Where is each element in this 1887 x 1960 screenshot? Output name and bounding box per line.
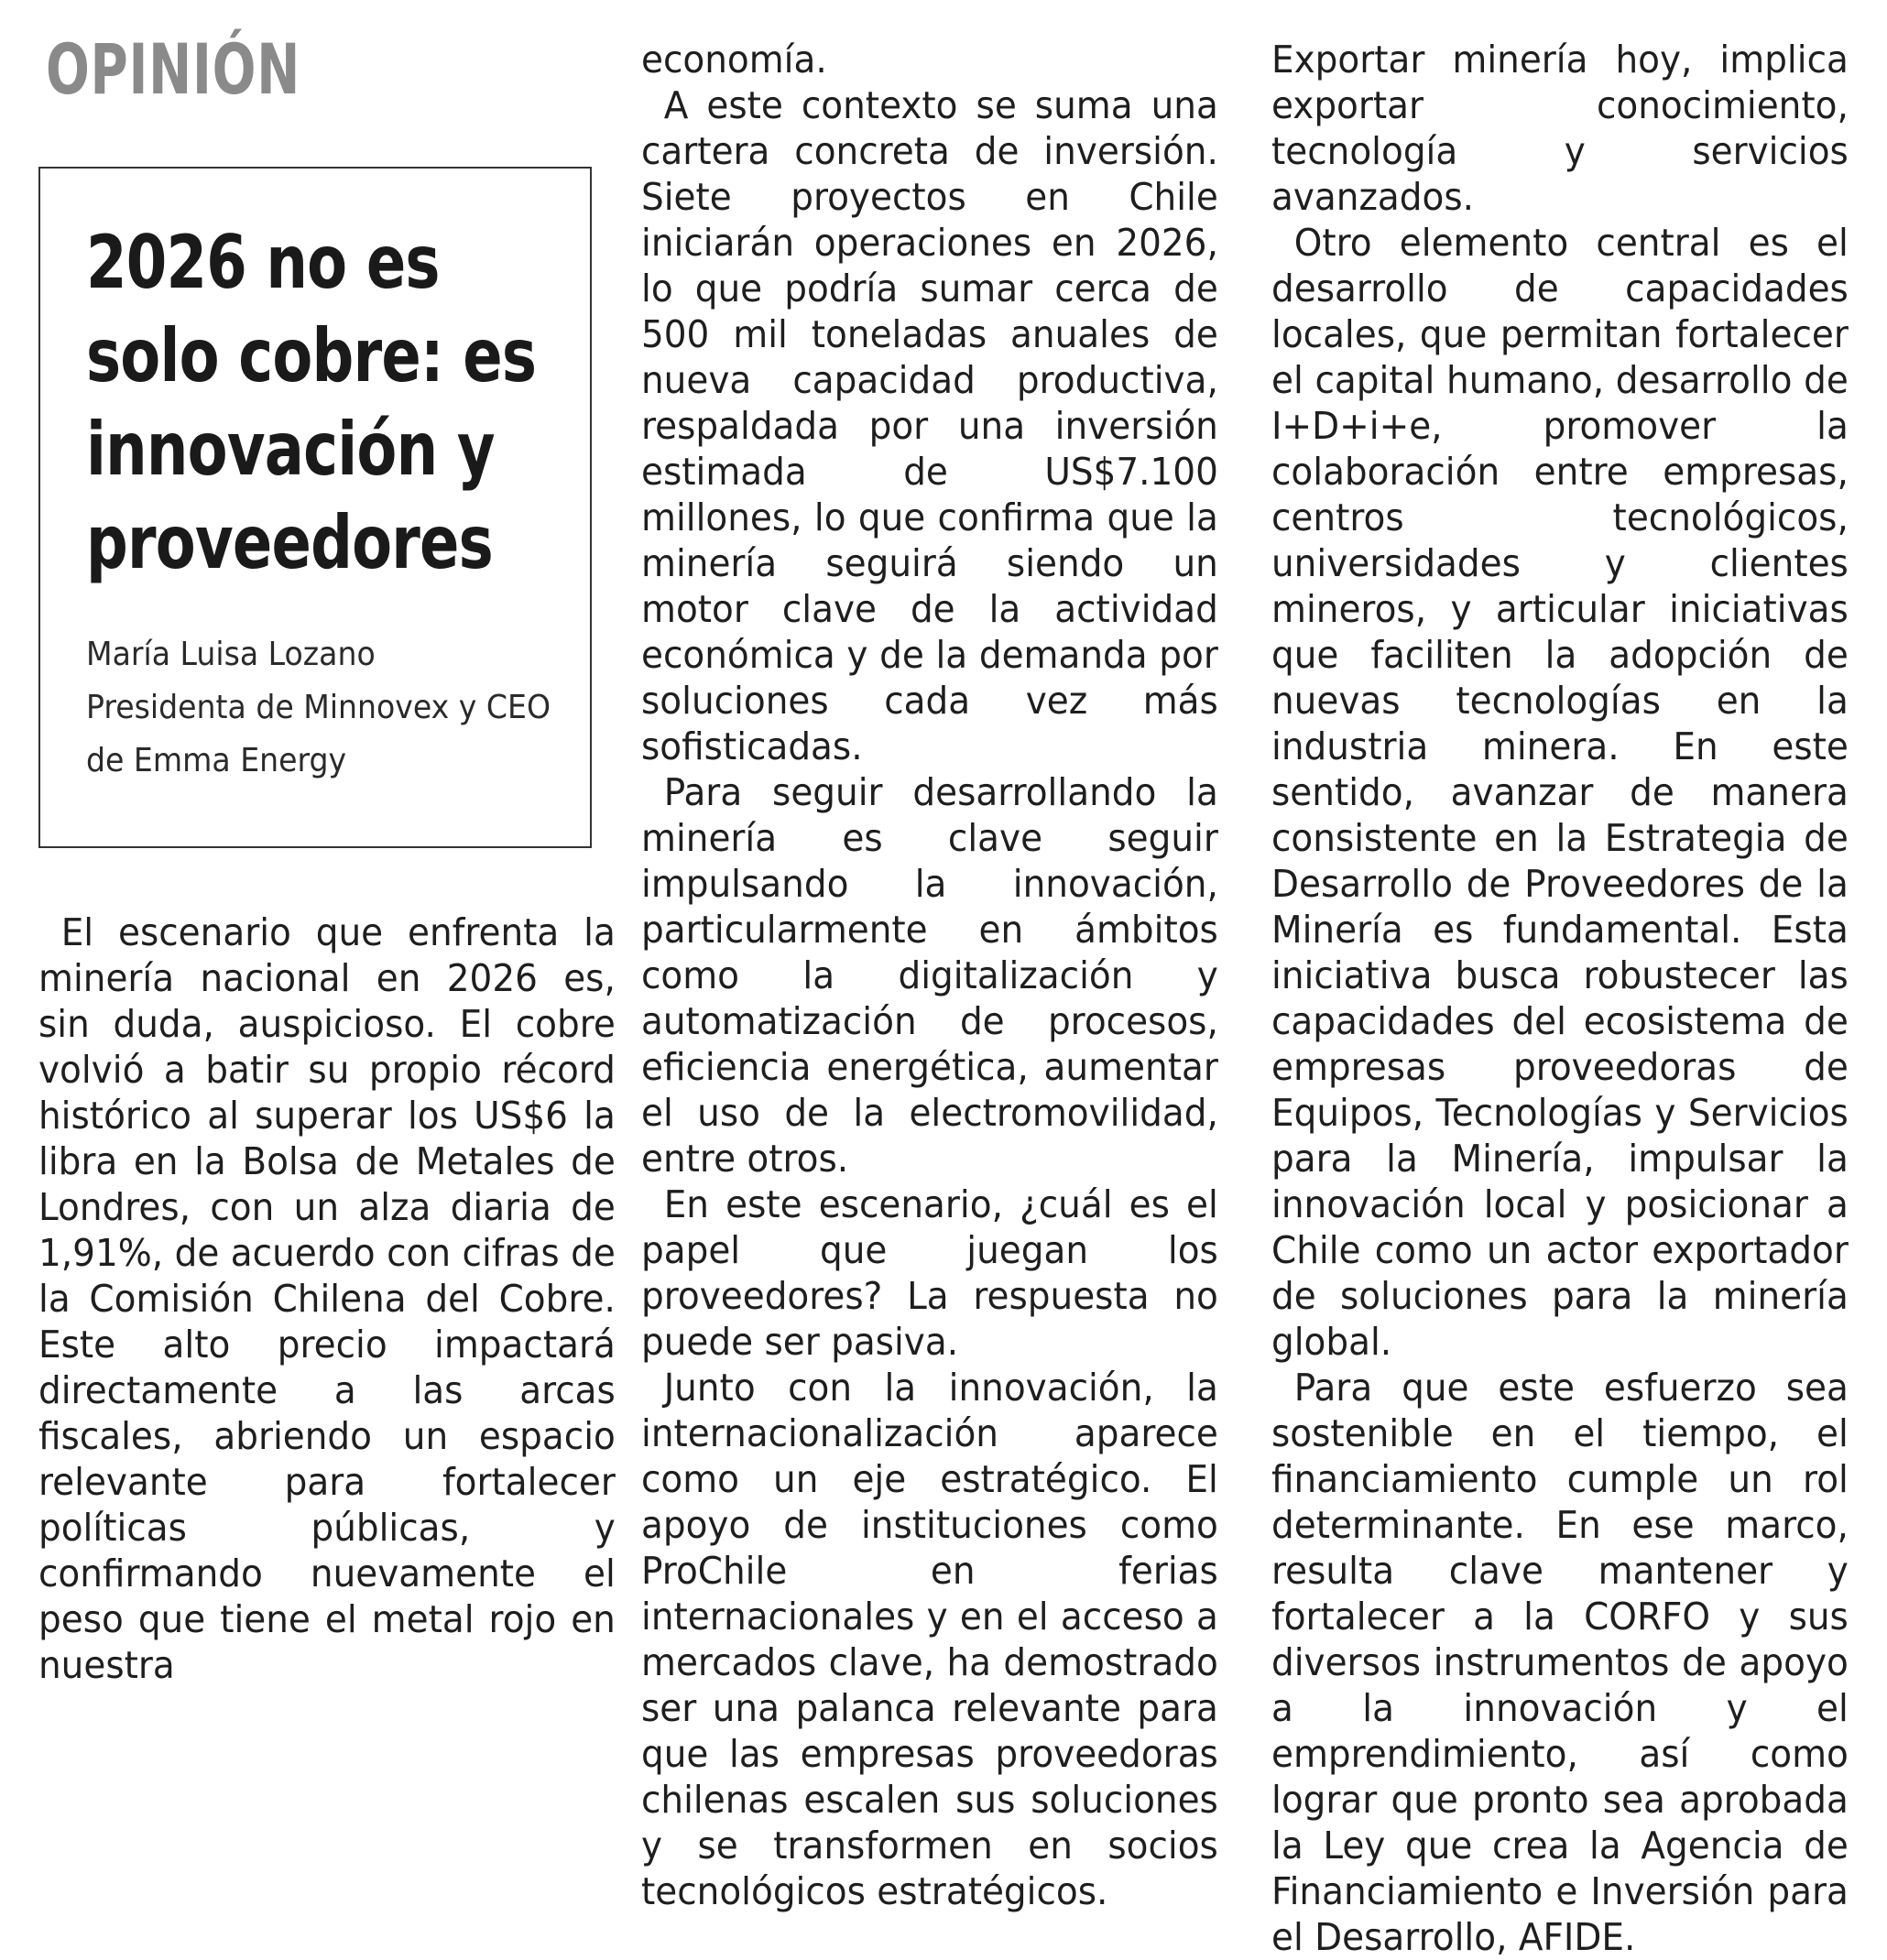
author-role-line-1: Presidenta de Minnovex y CEO — [86, 689, 551, 726]
paragraph: Exportar minería hoy, implica exportar conocimiento, tecnología y servicios avanzados. — [1271, 38, 1849, 219]
section-label: OPINIÓN — [46, 28, 301, 110]
paragraph: economía. — [641, 38, 827, 82]
author-name: María Luisa Lozano — [86, 636, 376, 673]
paragraph: Otro elemento central es el desarrollo de capacidades locales, que permitan fortalecer el capital humano, desarrollo de I+D+i+e, promover la colaboración entre empresas, centros tecnológicos, universidades y clientes mineros, y articular iniciativas que faciliten la adopción de nuevas tecnologías en la industria minera. En este sentido, avanzar de manera consistente en la Estrategia de Desarrollo de Proveedores de la Minería es fundamental. Esta iniciativa busca robustecer las capacidades del ecosistema de empresas proveedoras de Equipos, Tecnologías y Servicios para la Minería, impulsar la innovación local y posicionar a Chile como un actor exportador de soluciones para la minería global. — [1271, 221, 1849, 1364]
paragraph: El escenario que enfrenta la minería nacional en 2026 es, sin duda, auspicioso. El cobre volvió a batir su propio récord histórico al superar los US$6 la libra en la Bolsa de Metales de Londres, con un alza diaria de 1,91%, de acuerdo con cifras de la Comisión Chilena del Cobre. Este alto precio impactará directamente a las arcas fiscales, abriendo un espacio relevante para fortalecer políticas públicas, y confirmando nuevamente el peso que tiene el metal rojo en nuestra — [38, 910, 616, 1687]
article-headline: 2026 no es solo cobre: es innovación y proveedores — [86, 220, 537, 585]
paragraph: Junto con la innovación, la internacionalización aparece como un eje estratégico. El apoyo de instituciones como ProChile en ferias internacionales y en el acceso a mercados clave, ha demostrado ser una palanca relevante para que las empresas proveedoras chilenas escalen sus soluciones y se transformen en socios tecnológicos estratégicos. — [641, 1366, 1218, 1913]
article-column-2 — [641, 37, 1218, 1913]
author-byline — [86, 628, 558, 788]
article-column-1 — [38, 909, 616, 1687]
paragraph: Para que este esfuerzo sea sostenible en el tiempo, el financiamiento cumple un rol determinante. En ese marco, resulta clave mantener y fortalecer a la CORFO y sus diversos instrumentos de apoyo a la innovación y el emprendimiento, así como lograr que pronto sea aprobada la Ley que crea la Agencia de Financiamiento e Inversión para el Desarrollo, AFIDE. — [1271, 1366, 1849, 1959]
headline-box — [38, 167, 592, 848]
author-role-line-2: de Emma Energy — [86, 742, 347, 779]
paragraph: Para seguir desarrollando la minería es clave seguir impulsando la innovación, particularmente en ámbitos como la digitalización y automatización de procesos, eficiencia energética, aumentar el uso de la electromovilidad, entre otros. — [641, 770, 1218, 1181]
paragraph: En este escenario, ¿cuál es el papel que juegan los proveedores? La respuesta no puede ser pasiva. — [641, 1182, 1218, 1364]
paragraph: A este contexto se suma una cartera concreta de inversión. Siete proyectos en Chile iniciarán operaciones en 2026, lo que podría sumar cerca de 500 mil toneladas anuales de nueva capacidad productiva, respaldada por una inversión estimada de US$7.100 millones, lo que confirma que la minería seguirá siendo un motor clave de la actividad económica y de la demanda por soluciones cada vez más sofisticadas. — [641, 83, 1218, 768]
article-column-3 — [1271, 37, 1849, 1959]
